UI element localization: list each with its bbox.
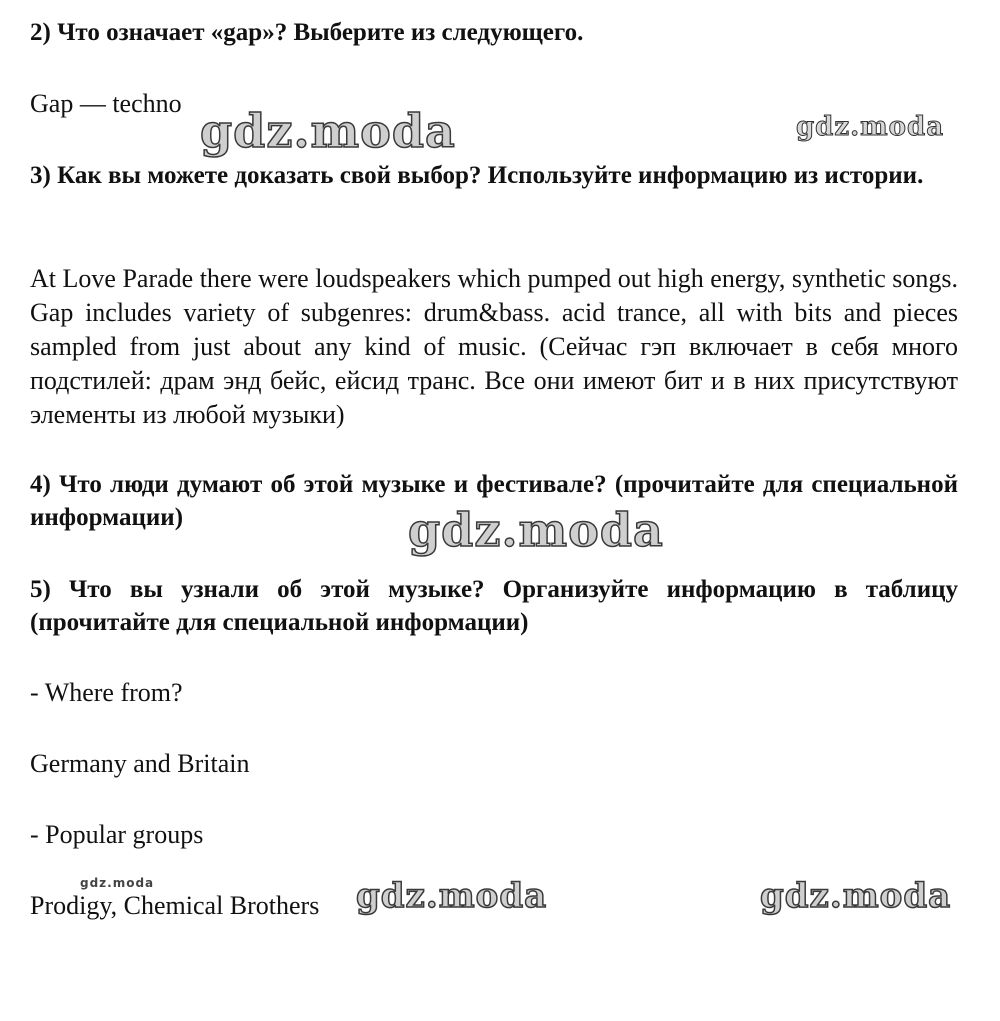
watermark-logo: gdz.moda	[796, 112, 945, 142]
answer-2: Gap — techno	[30, 89, 182, 118]
watermark-logo: gdz.moda	[760, 876, 952, 916]
popular-groups-value: Prodigy, Chemical Brothers	[30, 891, 320, 920]
watermark-logo: gdz.moda	[408, 503, 664, 557]
popular-groups-label: - Popular groups	[30, 820, 204, 849]
question-2: 2) Что означает «gap»? Выберите из следующего.	[30, 19, 584, 46]
watermark-logo: gdz.moda	[356, 876, 548, 916]
answer-3: At Love Parade there were loudspeakers which pumped out high energy, synthetic songs. Gap includes variety of subgenres: drum&bass. acid trance, all with bits and pieces sampled from just about any kind of music. (Сейчас гэп включает в себя много подстилей: драм энд бейс, ейсид транс. Все они имеют бит и в них присутствуют элементы из любой музыки)	[30, 264, 958, 429]
where-from-value: Germany and Britain	[30, 749, 250, 778]
question-4: 4) Что люди думают об этой музыке и фестивале? (прочитайте для специальной информации)	[30, 471, 958, 531]
watermark-logo: gdz.moda	[80, 876, 155, 890]
question-3: 3) Как вы можете доказать свой выбор? Используйте информацию из истории.	[30, 162, 924, 189]
question-5: 5) Что вы узнали об этой музыке? Организуйте информацию в таблицу (прочитайте для специальной информации)	[30, 576, 958, 636]
where-from-label: - Where from?	[30, 678, 183, 707]
watermark-logo: gdz.moda	[200, 104, 456, 158]
